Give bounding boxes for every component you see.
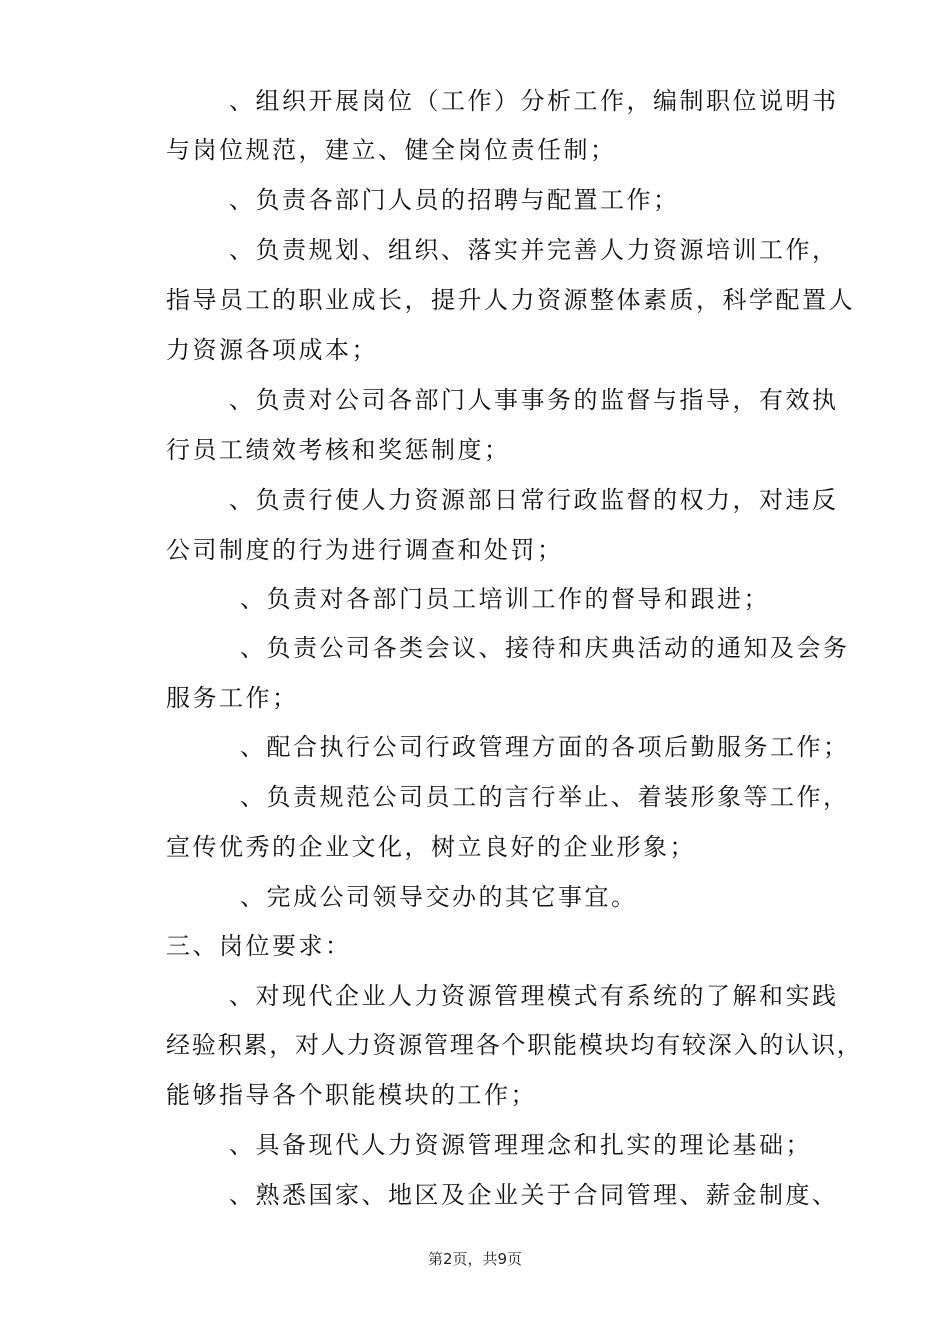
text-line: 服务工作； — [166, 684, 299, 712]
text-line: 与岗位规范，建立、健全岗位责任制； — [166, 136, 617, 164]
text-line: 、负责公司各类会议、接待和庆典活动的通知及会务 — [240, 634, 850, 662]
page-footer — [0, 1249, 950, 1269]
text-line: 力资源各项成本； — [166, 336, 378, 364]
text-line: 能够指导各个职能模块的工作； — [166, 1081, 537, 1109]
text-line: 、负责规划、组织、落实并完善人力资源培训工作， — [229, 236, 839, 264]
text-line: 公司制度的行为进行调查和处罚； — [166, 536, 564, 564]
text-line: 、负责各部门人员的招聘与配置工作； — [229, 186, 680, 214]
text-line: 行员工绩效考核和奖惩制度； — [166, 436, 511, 464]
text-line: 、对现代企业人力资源管理模式有系统的了解和实践 — [229, 982, 839, 1010]
text-line: 、负责规范公司员工的言行举止、着装形象等工作， — [240, 783, 850, 811]
text-line: 指导员工的职业成长，提升人力资源整体素质，科学配置人 — [166, 286, 855, 314]
text-line: 、完成公司领导交办的其它事宜。 — [240, 883, 638, 911]
text-line: 、负责对各部门员工培训工作的督导和跟进； — [240, 585, 770, 613]
section-heading: 三、岗位要求： — [166, 932, 352, 960]
text-line: 、具备现代人力资源管理理念和扎实的理论基础； — [229, 1131, 812, 1159]
text-line: 、负责对公司各部门人事事务的监督与指导，有效执 — [229, 386, 839, 414]
page-number-label: 第2页，共9页 — [427, 1250, 523, 1268]
text-line: 经验积累，对人力资源管理各个职能模块均有较深入的认识， — [166, 1031, 863, 1059]
text-line: 、组织开展岗位（工作）分析工作，编制职位说明书 — [229, 87, 839, 115]
text-line: 、配合执行公司行政管理方面的各项后勤服务工作； — [240, 733, 850, 761]
text-line: 、负责行使人力资源部日常行政监督的权力，对违反 — [229, 486, 839, 514]
text-line: 宣传优秀的企业文化，树立良好的企业形象； — [166, 833, 696, 861]
text-line: 、熟悉国家、地区及企业关于合同管理、薪金制度、 — [229, 1181, 839, 1209]
